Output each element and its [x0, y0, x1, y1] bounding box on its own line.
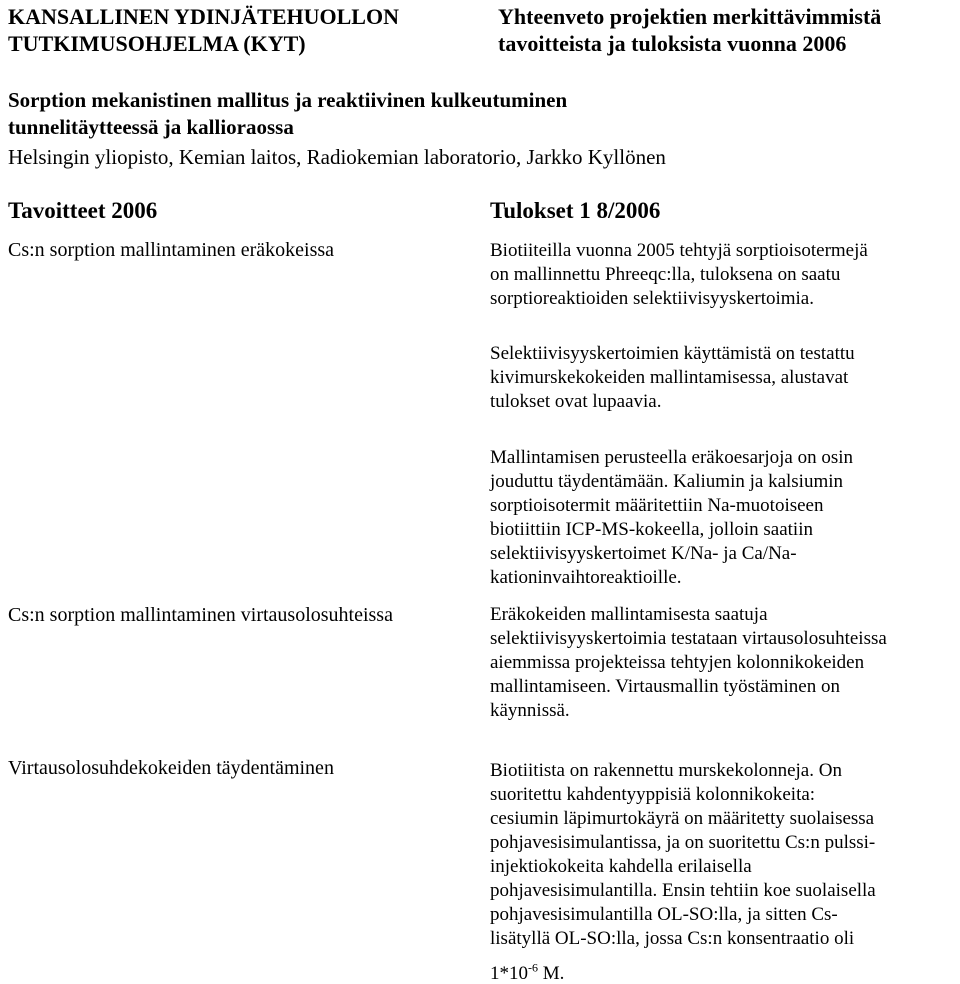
- result-concentration-line: [490, 960, 565, 984]
- goal-flow-experiments: Virtausolosuhdekokeiden täydentäminen: [8, 757, 334, 779]
- concentration-exponent: -6: [528, 960, 538, 975]
- result-isotherm-modelling: Biotiiteilla vuonna 2005 tehtyjä sorptioisotermejä on mallinnettu Phreeqc:lla, tuloksena on saatu sorptioreaktioiden selektiivisyyskertoimia.: [490, 240, 868, 309]
- goal-batch-modelling: Cs:n sorption mallintaminen eräkokeissa: [8, 239, 335, 261]
- results-heading: Tulokset 1 8/2006: [490, 198, 661, 223]
- project-affiliation: Helsingin yliopisto, Kemian laitos, Radiokemian laboratorio, Jarkko Kyllönen: [8, 145, 666, 169]
- goal-flow-modelling: Cs:n sorption mallintaminen virtausolosuhteissa: [8, 604, 393, 626]
- goals-heading: Tavoitteet 2006: [8, 198, 158, 223]
- concentration-unit: M.: [538, 963, 565, 984]
- program-name-line2: TUTKIMUSOHJELMA (KYT): [8, 31, 306, 56]
- program-name-line1: KANSALLINEN YDINJÄTEHUOLLON: [8, 4, 399, 29]
- result-column-experiments: Biotiitista on rakennettu murskekolonneja. On suoritettu kahdentyyppisiä kolonnikokeita: cesiumin läpimurtokäyrä on määritetty suolaisessa pohjavesisimulantissa, ja on suoritettu Cs:n pulssi- injektiokokeita kahdella erilaisella pohjavesisimulantilla. Ensin tehtiin koe suolaisella pohjavesisimulantilla OL-SO:lla, ja sitten Cs- lisätyllä OL-SO:lla, jossa Cs:n konsentraatio oli: [490, 760, 876, 949]
- document-title-line1: Yhteenveto projektien merkittävimmistä: [498, 4, 882, 29]
- concentration-base: 1*10: [490, 963, 528, 984]
- project-title-line2: tunnelitäytteessä ja kallioraossa: [8, 115, 294, 139]
- project-title-line1: Sorption mekanistinen mallitus ja reaktiivinen kulkeutuminen: [8, 88, 568, 112]
- result-batch-supplement: Mallintamisen perusteella eräkoesarjoja on osin jouduttu täydentämään. Kaliumin ja kalsiumin sorptioisotermit määritettiin Na-muotoiseen biotiittiin ICP-MS-kokeella, jolloin saatiin selektiivisyyskertoimet K/Na- ja Ca/Na- kationinvaihtoreaktioille.: [490, 447, 853, 588]
- result-flow-modelling: Eräkokeiden mallintamisesta saatuja selektiivisyyskertoimia testataan virtausolosuhteissa aiemmissa projekteissa tehtyjen kolonnikokeiden mallintamiseen. Virtausmallin työstäminen on käynnissä.: [490, 604, 887, 721]
- document-title-line2: tavoitteista ja tuloksista vuonna 2006: [498, 31, 847, 56]
- result-selectivity-testing: Selektiivisyyskertoimien käyttämistä on testattu kivimurskekokeiden mallintamisessa, alustavat tulokset ovat lupaavia.: [490, 343, 855, 412]
